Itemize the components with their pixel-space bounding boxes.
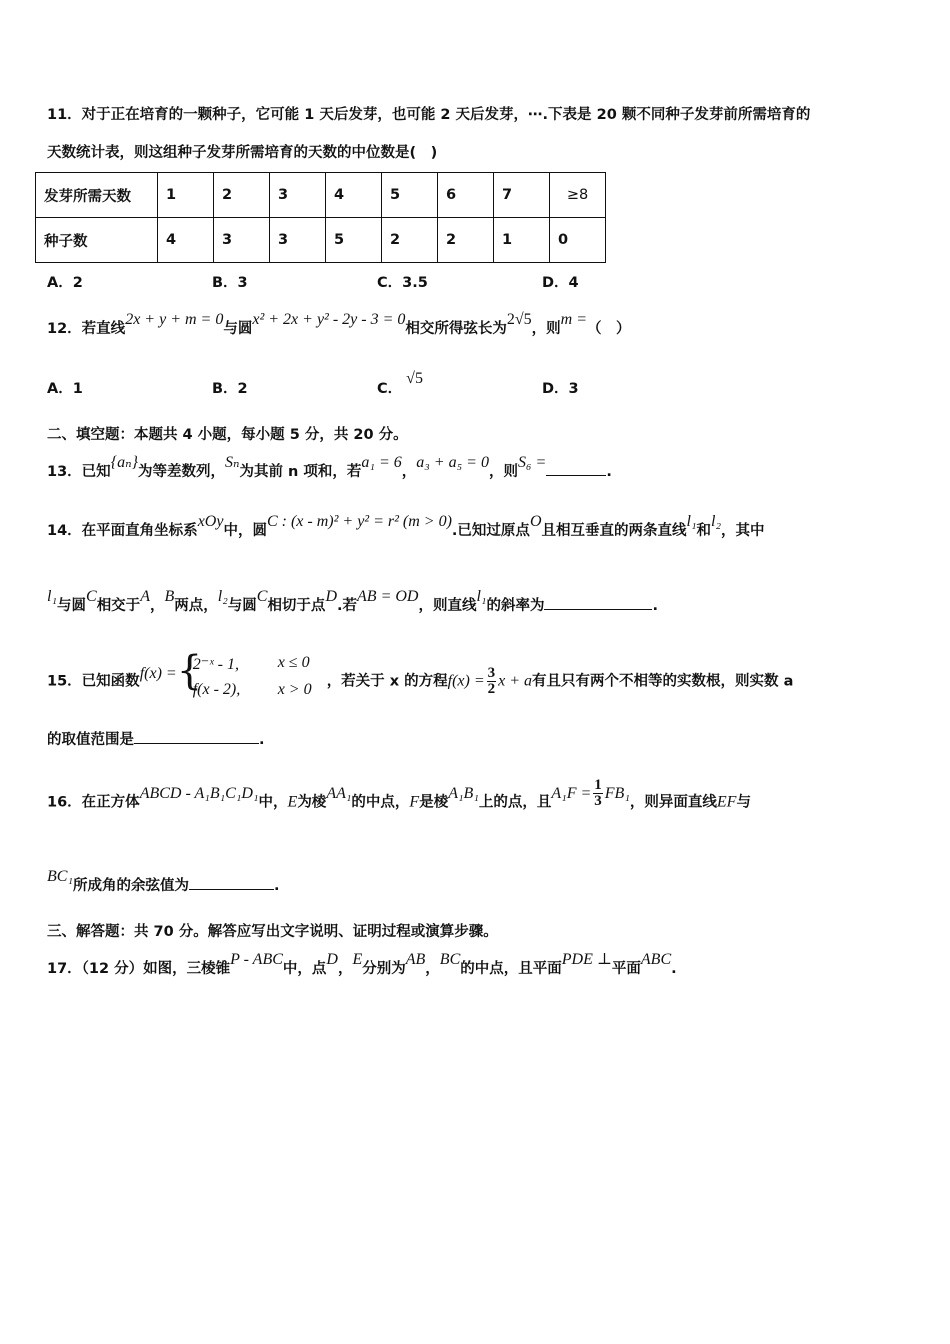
q14-end: . [652,598,658,614]
q17-end: . [671,961,677,977]
q16-edge-aa1: AA₁ [326,784,352,802]
table-cell: 3 [270,218,326,263]
table-cell: 3 [270,173,326,218]
q11-option-d: D．4 [542,275,579,291]
q14-circle-c: C [86,588,97,605]
q15-frac-den: 2 [487,681,496,697]
q16-text: 是棱 [419,794,449,811]
q16-frac-den: 3 [594,793,602,809]
q17-point-e: E [352,951,363,968]
q15-piecewise [176,647,327,698]
q14-l1: l₁ [686,513,697,530]
q13-answer-blank [546,461,606,476]
q12-prefix: 12．若直线 [47,321,126,337]
q16-rel-right: FB₁ [604,784,630,802]
q13-a1: a₁ = 6 [361,454,402,471]
q13-text: 为其前 n 项和，若 [239,464,362,480]
q12-option-c-label: C． [377,381,403,397]
q16-text: ，则异面直线 [629,794,717,811]
q13-text: ， [401,464,417,480]
table-cell: 2 [438,218,494,263]
q17-plane-pde: PDE ⊥ [561,951,612,968]
section-solution-heading: 三、解答题：共 70 分。解答应写出文字说明、证明过程或演算步骤。 [47,924,498,940]
q16-cube: ABCD - A₁B₁C₁D₁ [139,784,259,802]
q16-rel-left: A₁F = [551,784,592,802]
table-cell: 4 [326,173,382,218]
q17-text: 平面 [611,961,641,977]
q12-stem [47,311,631,338]
q15-prefix: 15．已知函数 [47,673,140,690]
q16-end: . [274,878,280,894]
q14-text: ， [149,598,165,614]
q15-frac-num: 3 [487,665,496,681]
q16-text: 的中点， [351,794,410,811]
q14-circle: C : (x - m)² + y² = r² (m > 0) [266,513,452,530]
q14-l2: l₂ [711,513,722,530]
q14-l2: l₂ [217,588,228,605]
q14-text: ，则直线 [418,598,477,614]
q16-line-ef: EF [716,793,737,811]
q14-xoy: xOy [197,513,224,530]
q13-sequence: {aₙ} [110,454,138,471]
table-cell: 1 [494,218,550,263]
q12-option-a: A．1 [47,381,83,397]
q17-text: 分别为 [362,961,406,977]
table-row [36,218,606,263]
q14-text: 的斜率为 [486,598,545,614]
q15-end: . [259,732,265,748]
q16-text: 为棱 [297,794,327,811]
q11-line2: 天数统计表，则这组种子发芽所需培育的天数的中位数是( ) [47,145,438,161]
q16-text: 上的点，且 [478,794,552,811]
q12-tail: （ ） [587,321,631,337]
q16-text: 与 [736,794,751,811]
q14-l1: l₁ [47,588,58,605]
q15-stem-line1 [47,647,794,698]
q11-line1: 11．对于正在培育的一颗种子，它可能 1 天后发芽，也可能 2 天后发芽，⋯.下表是 20 颗不同种子发芽前所需培育的 [47,107,811,123]
q13-stem [47,454,612,481]
q11-option-b: B．3 [212,275,248,291]
q17-pyramid: P - ABC [230,951,283,968]
table-header-seeds: 种子数 [36,218,158,263]
q15-case2-cond: x > 0 [277,680,312,698]
q17-stem [47,951,677,978]
q16-stem-line1 [47,777,751,818]
q16-point-f: F [409,793,420,811]
table-cell: 4 [158,218,214,263]
table-cell: 5 [326,218,382,263]
q12-option-b: B．2 [212,381,248,397]
q13-prefix: 13．已知 [47,464,111,480]
table-cell: 2 [214,173,270,218]
q14-condition: AB = OD [357,588,419,605]
q15-brace: { [176,647,203,694]
q12-text: ，则 [531,321,561,337]
q16-line-bc1: BC₁ [47,868,74,885]
q13-text: ，则 [488,464,518,480]
table-cell: 3 [214,218,270,263]
q14-text: 与圆 [57,598,87,614]
q12-text: 与圆 [223,321,253,337]
table-cell: ≥8 [550,173,606,218]
q12-option-d: D．3 [542,381,579,397]
q15-answer-blank [134,729,259,744]
q15-eq-right: x + a [498,672,533,690]
q12-line-equation: 2x + y + m = 0 [125,311,224,328]
q17-point-d: D [326,951,338,968]
q17-segment-ab: AB [405,951,426,968]
q12-ask: m = [560,311,588,328]
q16-edge-a1b1: A₁B₁ [448,784,479,802]
q12-circle-equation: x² + 2x + y² - 2y - 3 = 0 [252,311,406,328]
q17-plane-abc: ABC [640,951,672,968]
q14-stem-line2 [47,588,658,615]
q14-text: 中，圆 [223,523,267,539]
q14-answer-blank [544,595,652,610]
q14-text: 和 [696,523,712,539]
q11-option-a: A．2 [47,275,83,291]
table-cell: 6 [438,173,494,218]
q15-stem-line2 [47,728,265,749]
q17-segment-bc: BC [439,951,461,968]
q17-text: 中，点 [282,961,327,977]
q15-text: ，若关于 x 的方程 [326,673,448,690]
q14-origin: O [529,513,542,530]
q16-text: 中， [258,794,288,811]
q17-prefix: 17．（12 分）如图，三棱锥 [47,961,231,977]
q13-text: 为等差数列， [137,464,225,480]
q15-text: 有且只有两个不相等的实数根，则实数 a [532,673,794,690]
table-row [36,173,606,218]
q12-text: 相交所得弦长为 [405,321,507,337]
q16-prefix: 16．在正方体 [47,794,140,811]
q14-text: ，其中 [721,523,765,539]
q15-fraction [487,666,497,697]
q16-stem-line2 [47,868,280,895]
q14-text: 相切于点 [267,598,326,614]
q16-frac-num: 1 [594,777,602,793]
q14-l1: l₁ [476,588,487,605]
table-cell: 5 [382,173,438,218]
q14-point-a: A [140,588,150,605]
q15-fx: f(x) = [139,664,177,682]
q14-text: 相交于 [96,598,141,614]
table-cell: 0 [550,218,606,263]
q14-text: 且相互垂直的两条直线 [541,523,687,539]
q13-s6: S₆ = [517,454,547,471]
germination-table [35,172,606,263]
q13-sn: Sₙ [224,454,240,471]
q14-text: .若 [337,598,358,614]
q14-text: .已知过原点 [451,523,530,539]
q14-text: 两点， [174,598,218,614]
q15-case1-cond: x ≤ 0 [277,653,310,671]
q14-point-d: D [325,588,337,605]
q15-text: 的取值范围是 [47,732,134,748]
q14-stem-line1 [47,513,765,540]
q16-point-e: E [287,793,298,811]
q16-text: 所成角的余弦值为 [73,878,190,894]
q17-text: ， [425,961,440,977]
table-cell: 7 [494,173,550,218]
q15-case1-expr: 2⁻ˣ - 1, [192,655,239,673]
q14-text: 与圆 [227,598,257,614]
section-fill-in-heading: 二、填空题：本题共 4 小题，每小题 5 分，共 20 分。 [47,427,408,443]
q12-option-c [377,370,423,398]
q11-option-c: C．3.5 [377,275,428,291]
q15-case2-expr: f(x - 2), [192,680,241,698]
q13-sum: a₃ + a₅ = 0 [416,454,489,471]
q15-eq-left: f(x) = [447,672,485,690]
table-header-days: 发芽所需天数 [36,173,158,218]
q17-text: ， [337,961,353,977]
table-cell: 1 [158,173,214,218]
q17-text: 的中点，且平面 [460,961,562,977]
q16-fraction [593,778,603,809]
q14-prefix: 14．在平面直角坐标系 [47,523,198,539]
q14-point-b: B [164,588,175,605]
q13-end: . [606,464,612,480]
q14-circle-c: C [256,588,268,605]
table-cell: 2 [382,218,438,263]
q12-option-c-math: √5 [406,370,423,387]
q16-answer-blank [189,875,274,890]
q12-chord-length: 2√5 [506,311,532,328]
